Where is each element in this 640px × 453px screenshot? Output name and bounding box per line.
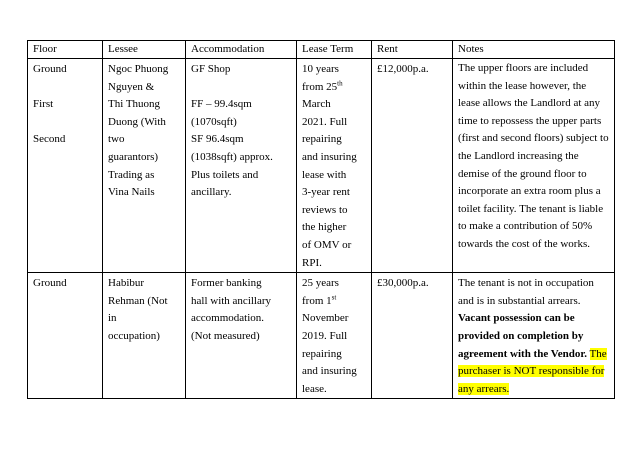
rent-cell: £12,000p.a. <box>372 59 453 273</box>
lease-term-line: November <box>302 312 349 325</box>
lease-term-line: 2021. Full <box>302 115 348 128</box>
accommodation-line: Plus toilets and <box>191 168 259 181</box>
table-row <box>28 273 615 399</box>
header-accommodation: Accommodation <box>186 41 297 59</box>
rent-cell: £30,000p.a. <box>372 273 453 399</box>
notes-cell: The upper floors are included within the lease however, the lease allows the Landlord at any time to repossess the upper parts (first and second floors) subject to the Landlord increasing the demise of the ground floor to incorporate an extra room plus a toilet facility. The tenant is liable to make a contribution of 50% towards the cost of the works. <box>453 59 615 273</box>
accommodation-cell <box>186 59 297 273</box>
ordinal-suffix: st <box>331 293 337 302</box>
accommodation-line: (1070sqft) <box>191 115 237 128</box>
notes-highlight: The purchaser is NOT responsible for any arrears. <box>458 347 607 395</box>
lease-term-line: RPI. <box>302 256 322 269</box>
accommodation-line: (Not measured) <box>191 329 260 342</box>
accommodation-line: SF 96.4sqm <box>191 133 244 146</box>
floor-ground: Ground <box>33 63 67 75</box>
lease-term-cell <box>297 59 372 273</box>
lessee-line: Vina Nails <box>108 186 155 199</box>
lessee-line: Habibur <box>108 277 145 290</box>
lease-term-line: repairing <box>302 133 342 146</box>
lessee-line: two <box>108 133 125 146</box>
lessee-cell <box>103 273 186 399</box>
lessee-line: Trading as <box>108 168 155 181</box>
accommodation-line: GF Shop <box>191 63 231 75</box>
lease-term-line: from 1st <box>302 293 337 307</box>
lease-term-line: and insuring <box>302 365 357 378</box>
lessee-line: Ngoc Phuong <box>108 63 169 75</box>
lessee-line: Rehman (Not <box>108 294 168 307</box>
accommodation-line: ancillary. <box>191 186 232 199</box>
accommodation-line: hall with ancillary <box>191 294 272 307</box>
accommodation-line: accommodation. <box>191 312 265 325</box>
lease-term-line: 2019. Full <box>302 329 348 342</box>
header-lessee: Lessee <box>103 41 186 59</box>
header-lease-term: Lease Term <box>297 41 372 59</box>
lessee-line: in <box>108 312 117 325</box>
header-floor: Floor <box>28 41 103 59</box>
lessee-line: occupation) <box>108 329 160 342</box>
notes-bold: Vacant possession can be provided on completion by agreement with the Vendor. <box>458 312 587 360</box>
floor-cell: Ground <box>28 273 103 399</box>
table-header-row <box>28 41 615 59</box>
accommodation-line: Former banking <box>191 277 262 290</box>
accommodation-cell <box>186 273 297 399</box>
notes-plain: The tenant is not in occupation and is in substantial arrears. <box>458 277 594 307</box>
lessee-line: Thi Thuong <box>108 98 161 111</box>
lease-term-line: repairing <box>302 347 342 360</box>
notes-cell <box>453 273 615 399</box>
lease-term-line: and insuring <box>302 150 357 163</box>
lease-term-line: March <box>302 98 331 111</box>
lease-term-line: 3-year rent <box>302 186 350 199</box>
lease-term-line: lease. <box>302 382 327 395</box>
lease-term-cell <box>297 273 372 399</box>
lease-term-line: lease with <box>302 168 347 181</box>
lessee-line: Duong (With <box>108 115 166 128</box>
lease-table <box>27 40 615 399</box>
lessee-line: guarantors) <box>108 150 159 163</box>
header-rent: Rent <box>372 41 453 59</box>
lease-term-line: 25 years <box>302 277 339 290</box>
accommodation-line: FF – 99.4sqm <box>191 98 252 111</box>
lease-term-line: from 25th <box>302 78 343 93</box>
table-row <box>28 59 615 273</box>
lease-term-line: reviews to <box>302 203 348 216</box>
lease-term-line: of OMV or <box>302 238 352 251</box>
floor-first: First <box>33 98 54 111</box>
floor-second: Second <box>33 133 66 146</box>
lease-term-line: the higher <box>302 221 347 234</box>
lessee-line: Nguyen & <box>108 80 155 93</box>
floor-cell <box>28 59 103 273</box>
header-notes: Notes <box>453 41 615 59</box>
accommodation-line: (1038sqft) approx. <box>191 150 273 163</box>
lease-term-line: 10 years <box>302 63 339 75</box>
ordinal-suffix: th <box>337 78 343 87</box>
lessee-cell <box>103 59 186 273</box>
